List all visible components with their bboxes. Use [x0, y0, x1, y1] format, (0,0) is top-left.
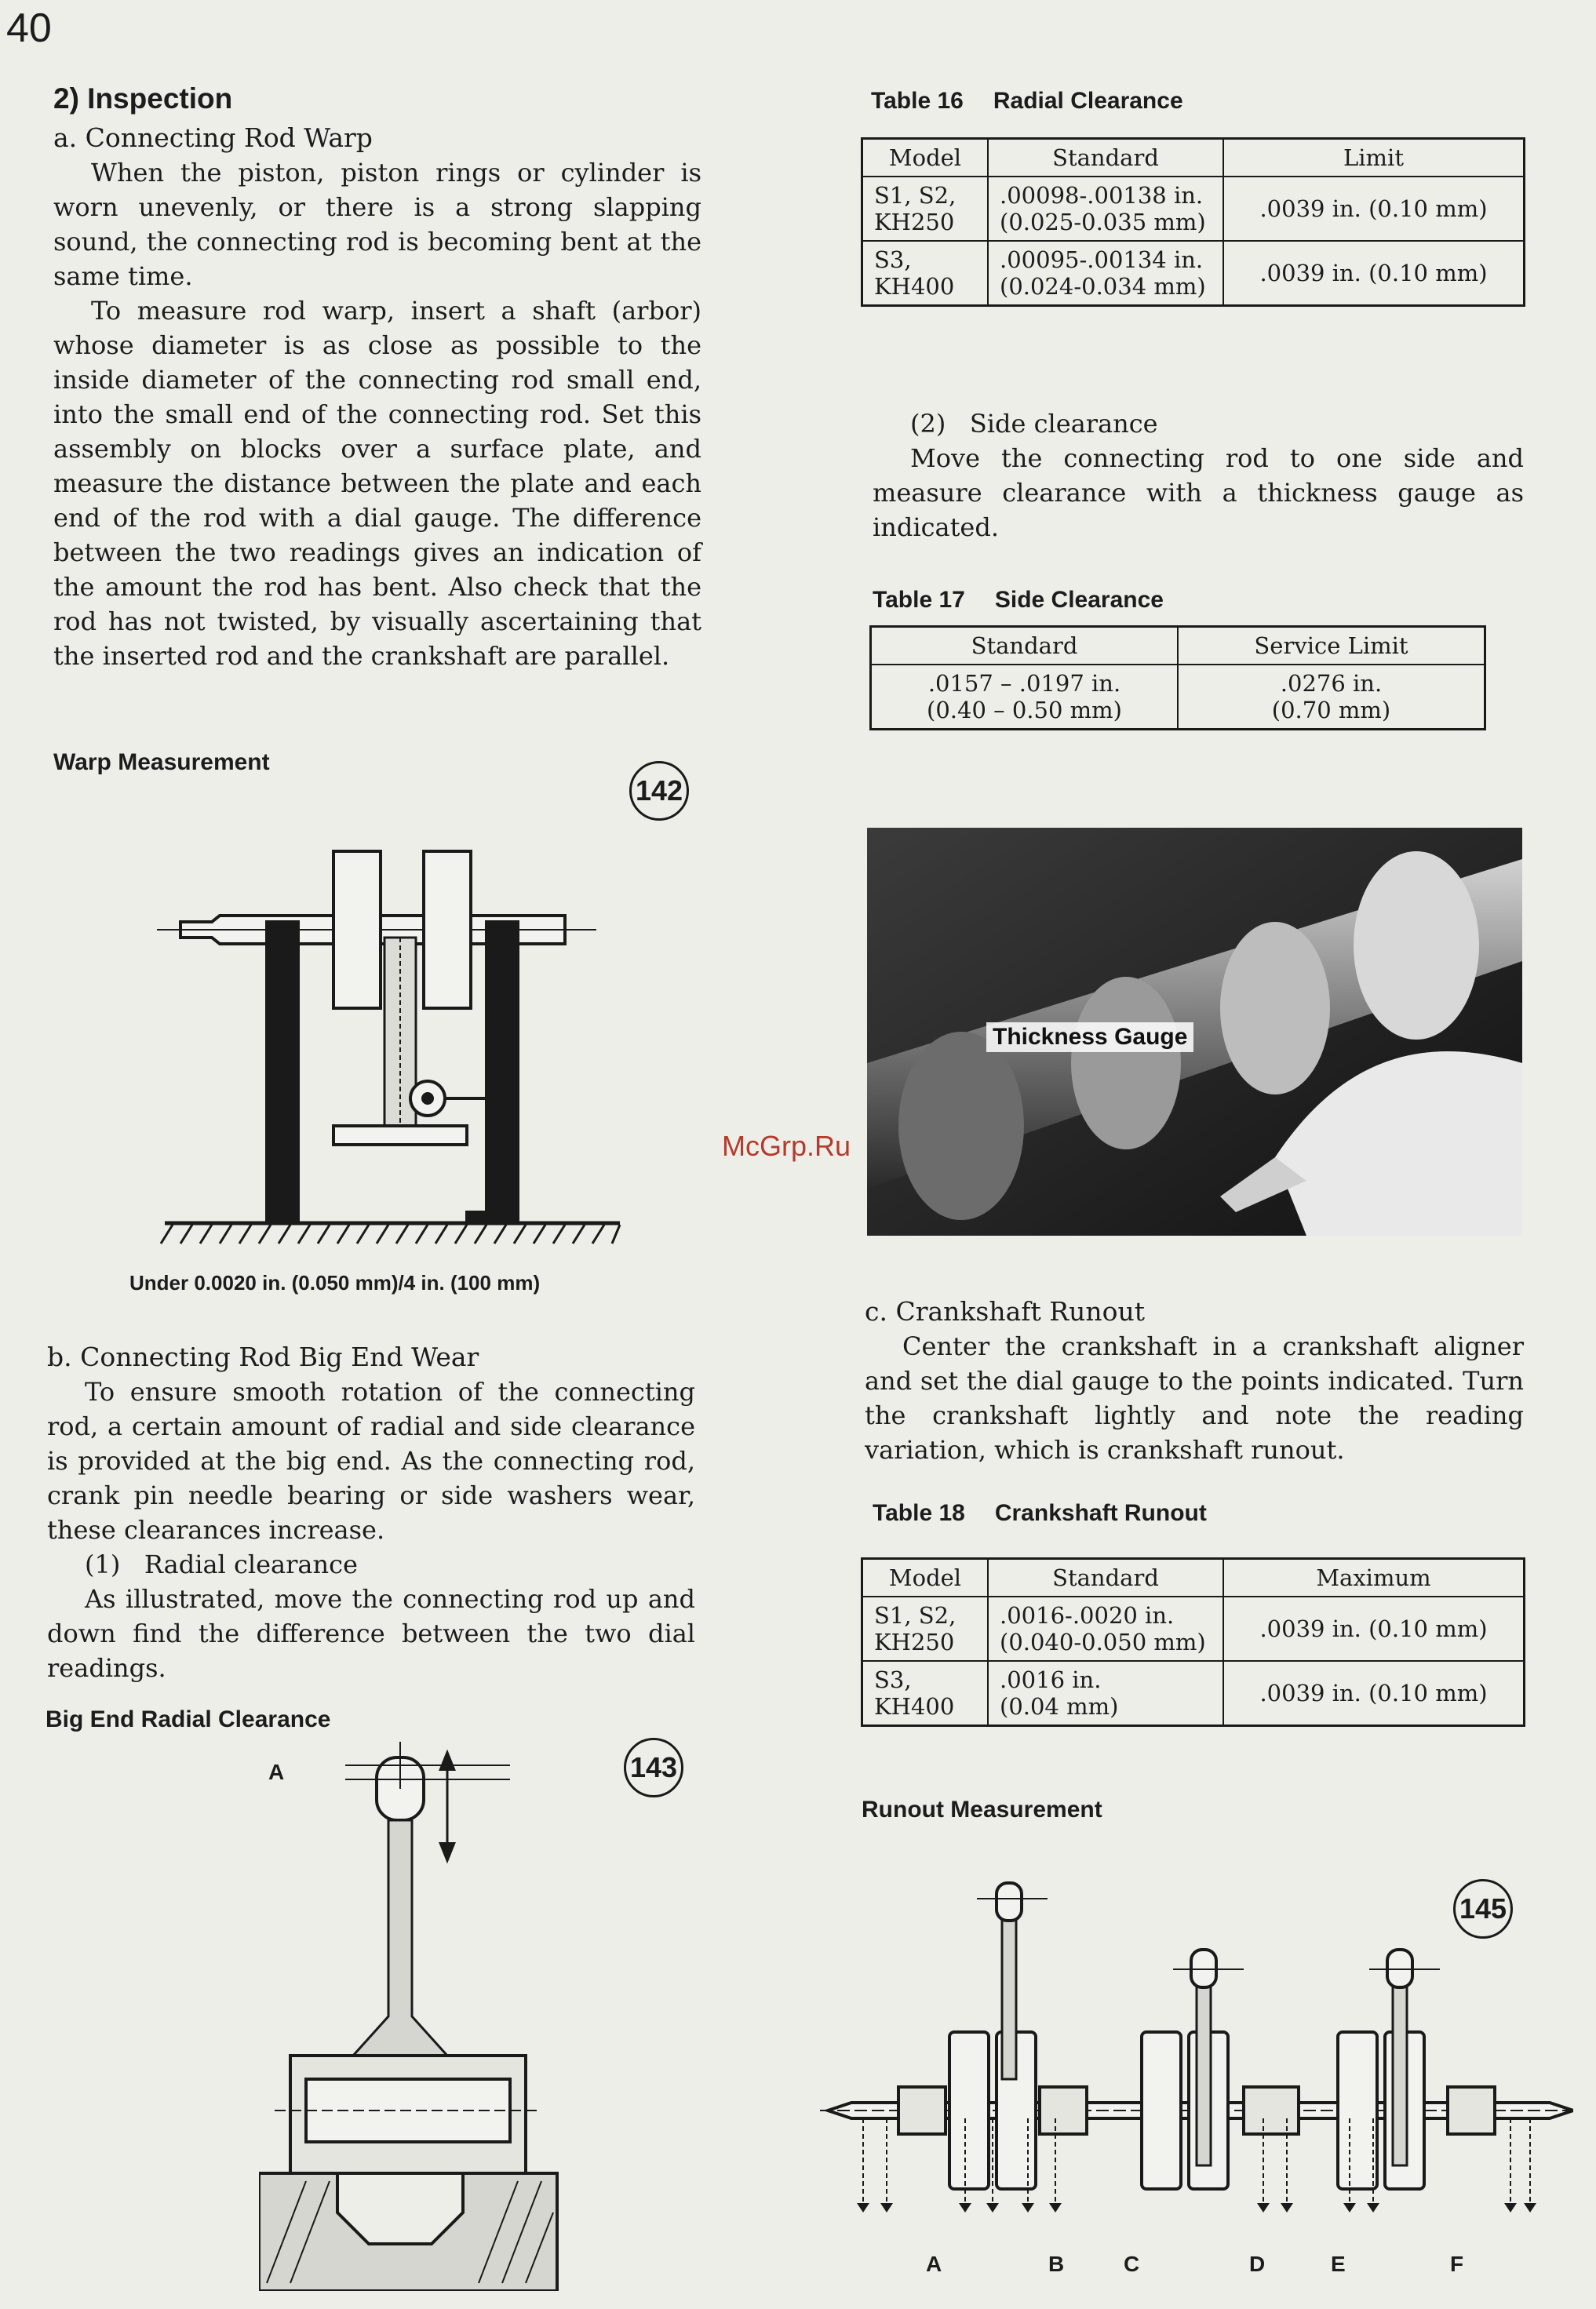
- table18-row: [862, 1661, 1525, 1726]
- point-label-e: E: [1331, 2252, 1346, 2276]
- table17-standard: .0157 – .0197 in. (0.40 – 0.50 mm): [871, 665, 1179, 730]
- figure-145-badge: 145: [1453, 1879, 1513, 1939]
- warp-figure-caption: Warp Measurement: [53, 749, 270, 775]
- warp-paragraph-1: When the piston, piston rings or cylinder is worn unevenly, or there is a strong slapping sound, the connecting rod is becoming bent at the same time.: [53, 158, 701, 291]
- thickness-gauge-label: Thickness Gauge: [986, 1022, 1193, 1052]
- runout-section: [865, 1295, 1524, 1467]
- bigend-section: [47, 1340, 695, 1685]
- bearing-2: [1040, 2087, 1087, 2134]
- crank-web: [259, 2173, 557, 2291]
- rod-body: [353, 1820, 447, 2056]
- table18-title: Crankshaft Runout: [994, 1500, 1207, 1526]
- warp-heading: a. Connecting Rod Warp: [53, 122, 373, 153]
- table16-radial-clearance: [861, 137, 1525, 307]
- bigend-paragraph-2: As illustrated, move the connecting rod up and down find the difference between the two dial readings.: [47, 1584, 695, 1683]
- table18-header-standard: Standard: [988, 1559, 1223, 1597]
- table16-title: Radial Clearance: [993, 88, 1183, 114]
- table18-model: S3, KH400: [862, 1661, 989, 1726]
- warp-paragraph-2: To measure rod warp, insert a shaft (arbor) whose diameter is as close as possible to the inside diameter of the connecting rod small end, into the small end of the connecting rod. Set this assembly on blocks over a surface plate, and measure the distance between the plate and each end of the rod with a dial gauge. The difference between the two readings gives an indication of the amount the rod has bent. Also check that the rod has not twisted, by visually ascertaining that the inserted rod and the crankshaft are parallel.: [53, 296, 701, 671]
- warp-measurement-figure: [157, 843, 628, 1251]
- table16-limit: .0039 in. (0.10 mm): [1223, 241, 1525, 306]
- runout-heading: c. Crankshaft Runout: [865, 1296, 1145, 1327]
- point-label-b: B: [1048, 2252, 1065, 2276]
- table18-maximum: .0039 in. (0.10 mm): [1223, 1597, 1525, 1661]
- table18-crankshaft-runout: [861, 1557, 1525, 1727]
- table18-caption: [873, 1500, 1237, 1527]
- thickness-gauge-photo: [867, 828, 1522, 1236]
- runout-measurement-figure: [820, 1852, 1573, 2260]
- web-3: [1142, 2032, 1181, 2189]
- table17-side-clearance: [869, 625, 1486, 730]
- side-clearance-paragraph: Move the connecting rod to one side and measure clearance with a thickness gauge as indicated.: [873, 443, 1524, 542]
- bearing-4: [1448, 2087, 1495, 2134]
- bigend-radial-figure: [259, 1742, 667, 2291]
- table16-number: Table 16: [871, 88, 964, 114]
- web-5: [1338, 2032, 1377, 2189]
- dimension-label-a: A: [268, 1760, 285, 1784]
- table17-title: Side Clearance: [994, 587, 1164, 613]
- table17-number: Table 17: [873, 587, 965, 613]
- page-number: 40: [6, 5, 52, 51]
- runout-figure-caption: Runout Measurement: [862, 1797, 1102, 1823]
- table16-standard: .00095-.00134 in. (0.024-0.034 mm): [988, 241, 1223, 306]
- left-support-block: [267, 922, 298, 1220]
- watermark: McGrp.Ru: [722, 1130, 851, 1162]
- table16-header-model: Model: [862, 139, 989, 177]
- rod-1: [1002, 1899, 1016, 2079]
- web-1: [949, 2032, 989, 2189]
- table18-standard: .0016-.0020 in. (0.040-0.050 mm): [988, 1597, 1223, 1661]
- table16-header-row: [862, 139, 1525, 177]
- rod-small-end-right: [424, 851, 471, 1008]
- runout-paragraph: Center the crankshaft in a crankshaft aligner and set the dial gauge to the points indicated. Turn the crankshaft lightly and note the reading variation, which is crankshaft runout.: [865, 1331, 1524, 1465]
- warp-section: [53, 82, 701, 673]
- figure-143-badge: 143: [624, 1738, 683, 1797]
- table18-model: S1, S2, KH250: [862, 1597, 989, 1661]
- bearing-3: [1244, 2087, 1299, 2134]
- table16-row: [862, 177, 1525, 241]
- bigend-heading: b. Connecting Rod Big End Wear: [47, 1342, 479, 1372]
- table17-caption: [873, 587, 1193, 614]
- rod-2: [1197, 1985, 1211, 2165]
- bigend-paragraph-1: To ensure smooth rotation of the connecting rod, a certain amount of radial and side clearance is provided at the big end. As the connecting rod, crank pin needle bearing or side washers wear, these clearances increase.: [47, 1377, 695, 1545]
- bigend-figure-caption: Big End Radial Clearance: [46, 1706, 331, 1732]
- lower-arbor: [333, 1126, 467, 1145]
- table18-standard: .0016 in. (0.04 mm): [988, 1661, 1223, 1726]
- rod-1-small-end: [997, 1883, 1022, 1921]
- radial-clearance-subheading: (1) Radial clearance: [85, 1550, 358, 1579]
- point-label-f: F: [1450, 2252, 1464, 2276]
- bearing-1: [898, 2087, 946, 2134]
- rod-small-end-left: [333, 851, 381, 1008]
- table18-maximum: .0039 in. (0.10 mm): [1223, 1661, 1525, 1726]
- table16-limit: .0039 in. (0.10 mm): [1223, 177, 1525, 241]
- table17-header-standard: Standard: [871, 627, 1179, 665]
- rod-3: [1393, 1985, 1407, 2165]
- table18-header-maximum: Maximum: [1223, 1559, 1525, 1597]
- table16-header-limit: Limit: [1223, 139, 1525, 177]
- table17-header-limit: Service Limit: [1178, 627, 1485, 665]
- table17-row: [871, 665, 1485, 730]
- figure-142-badge: 142: [629, 761, 689, 821]
- point-label-c: C: [1124, 2252, 1140, 2276]
- point-label-a: A: [926, 2252, 942, 2276]
- table17-limit: .0276 in. (0.70 mm): [1178, 665, 1485, 730]
- table16-model: S3, KH400: [862, 241, 989, 306]
- crankshaft-photo-illustration: [867, 828, 1522, 1236]
- table16-row: [862, 241, 1525, 306]
- table17-header-row: [871, 627, 1485, 665]
- table16-standard: .00098-.00138 in. (0.025-0.035 mm): [988, 177, 1223, 241]
- section-heading: 2) Inspection: [53, 82, 233, 115]
- side-clearance-subheading: (2) Side clearance: [910, 409, 1158, 439]
- table18-row: [862, 1597, 1525, 1661]
- table16-caption: [871, 88, 1213, 115]
- side-clearance-section: [873, 406, 1524, 544]
- point-label-d: D: [1249, 2252, 1266, 2276]
- table18-header-row: [862, 1559, 1525, 1597]
- right-support-block: [486, 922, 518, 1220]
- table18-number: Table 18: [873, 1500, 965, 1526]
- table16-header-standard: Standard: [988, 139, 1223, 177]
- table18-header-model: Model: [862, 1559, 989, 1597]
- warp-figure-note: Under 0.0020 in. (0.050 mm)/4 in. (100 mm): [129, 1271, 541, 1295]
- table16-model: S1, S2, KH250: [862, 177, 989, 241]
